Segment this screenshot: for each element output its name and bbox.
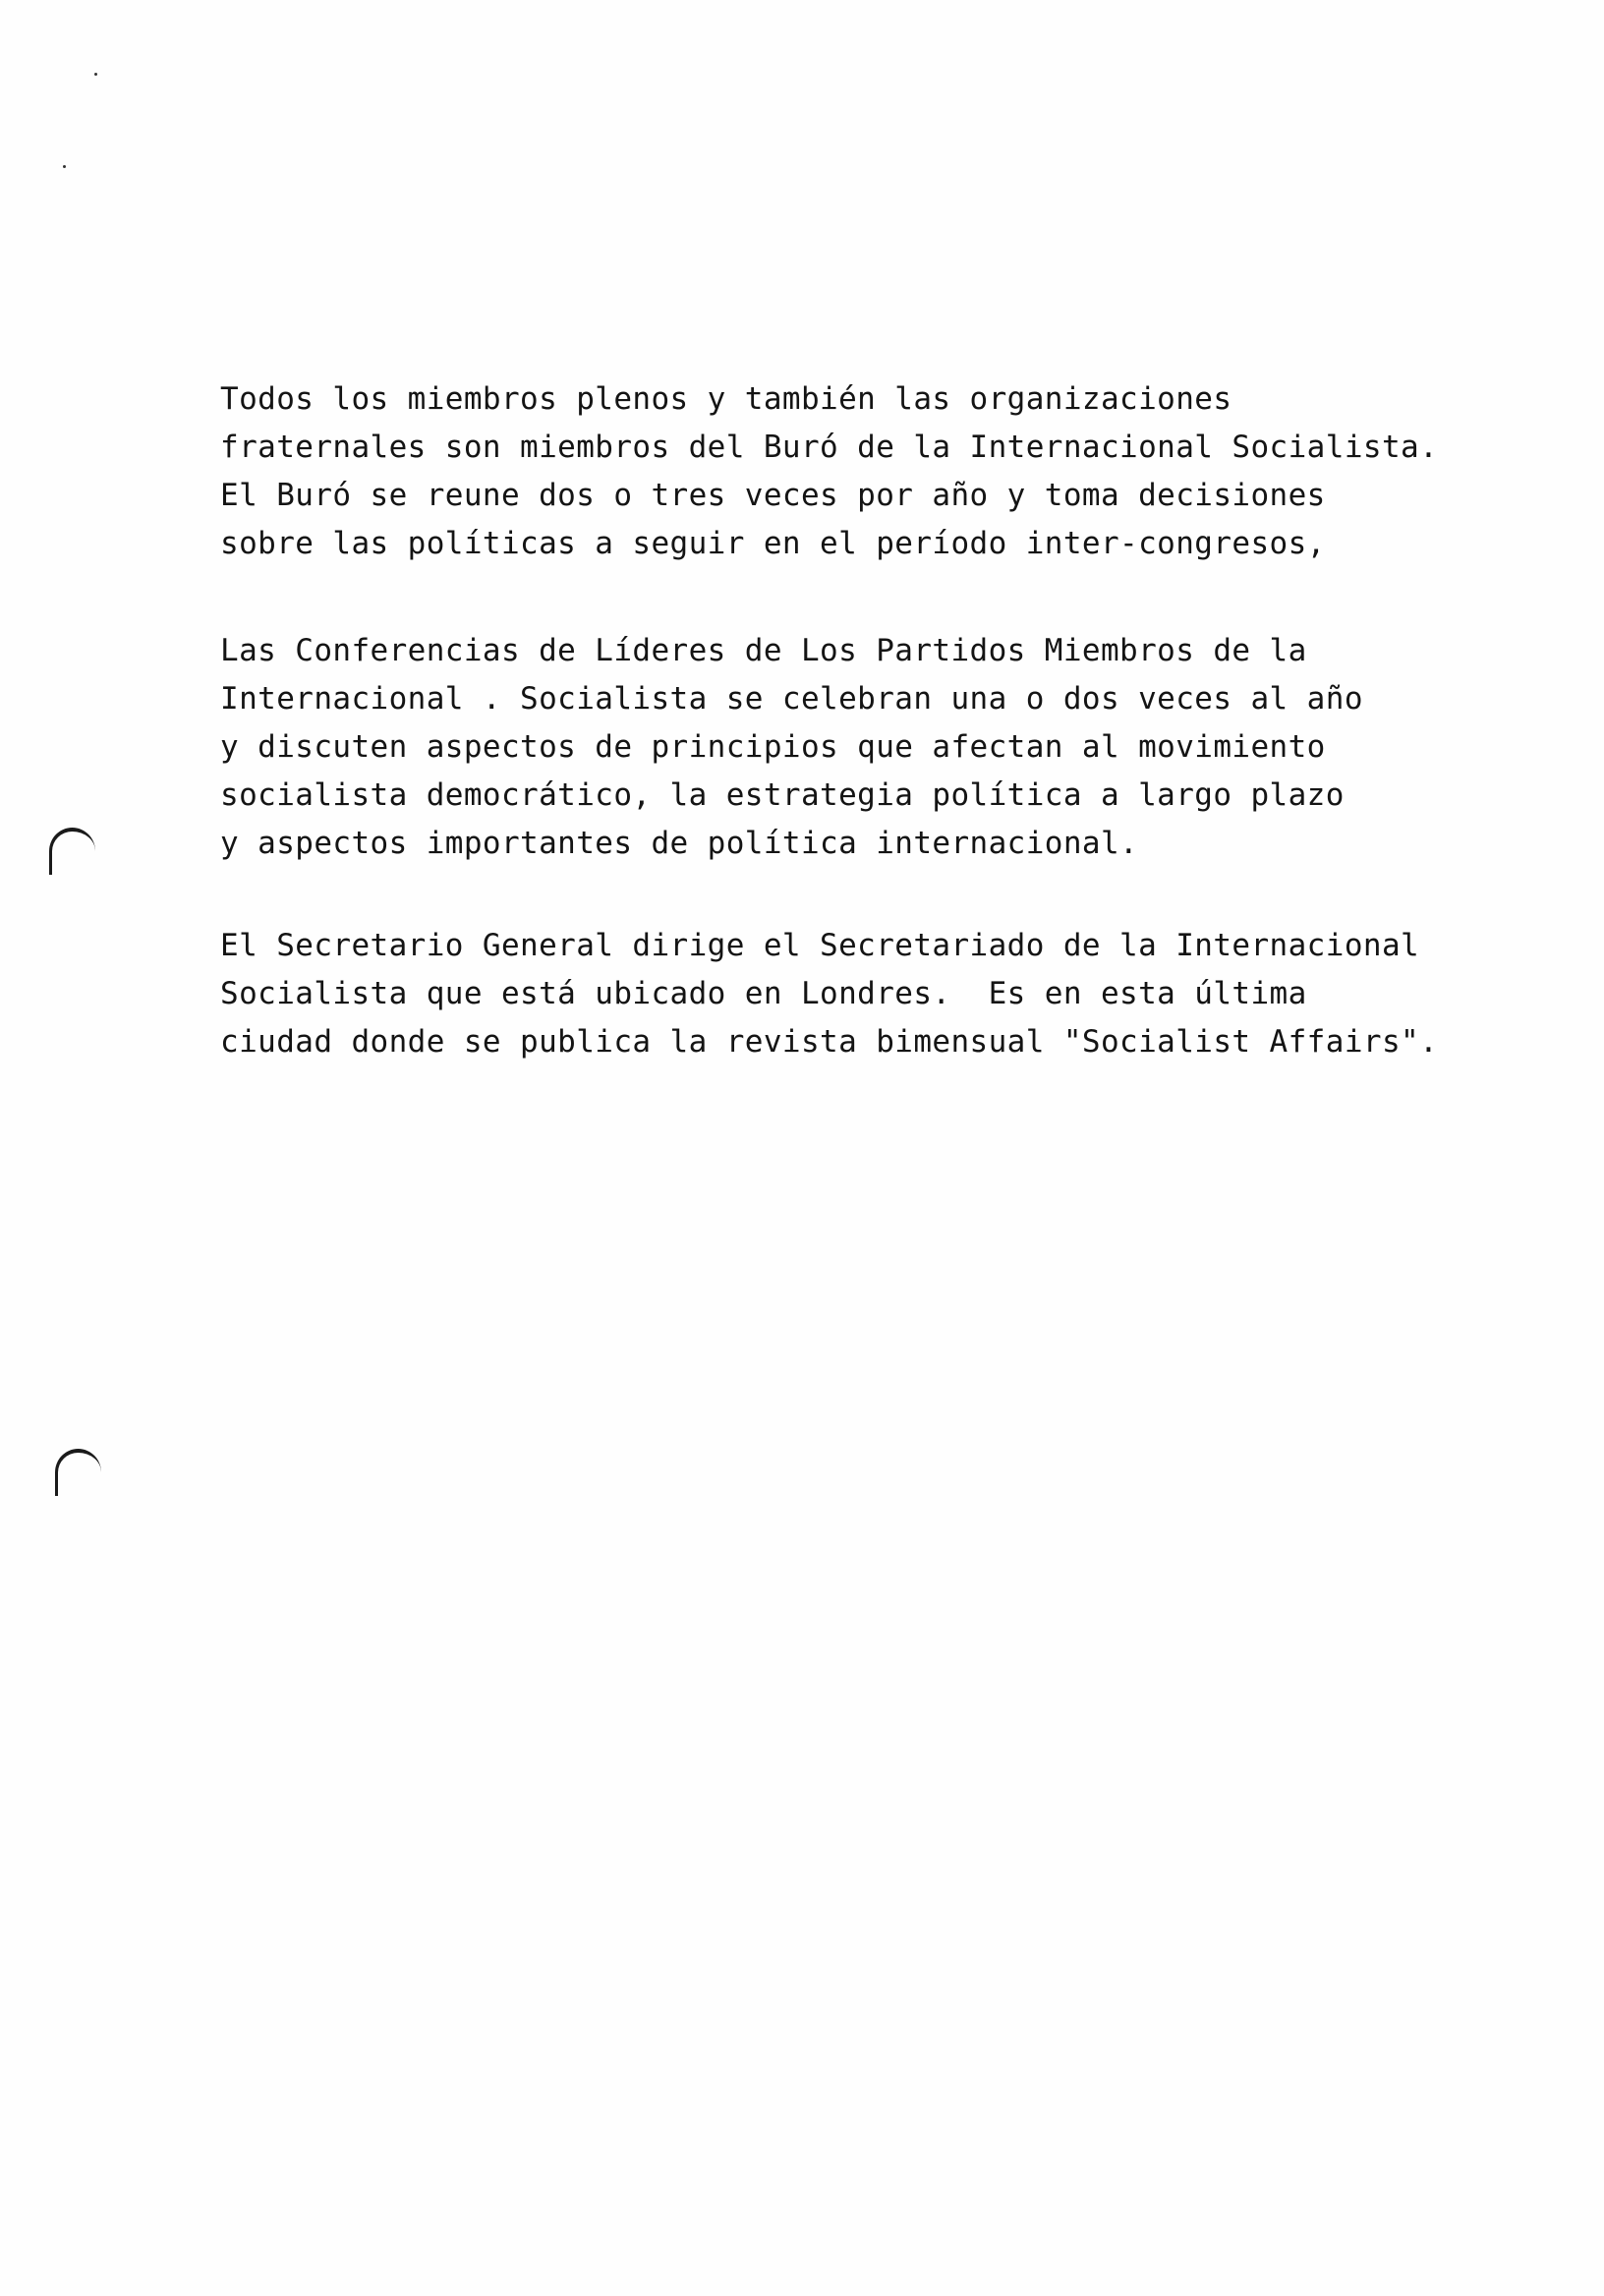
text-line: y discuten aspectos de principios que afectan al movimiento bbox=[220, 729, 1326, 765]
text-line: Internacional . Socialista se celebran una o dos veces al año bbox=[220, 681, 1363, 717]
paragraph-conferences bbox=[220, 627, 1518, 868]
punch-hole-mark bbox=[55, 1449, 101, 1496]
paragraph-secretariat bbox=[220, 922, 1518, 1066]
text-line: El Buró se reune dos o tres veces por año y toma decisiones bbox=[220, 478, 1326, 513]
text-line: Las Conferencias de Líderes de Los Partidos Miembros de la bbox=[220, 633, 1307, 668]
punch-hole-mark bbox=[49, 828, 95, 875]
text-line: Socialista que está ubicado en Londres. Es en esta última bbox=[220, 976, 1307, 1011]
text-line: fraternales son miembros del Buró de la Internacional Socialista. bbox=[220, 430, 1439, 465]
text-line: sobre las políticas a seguir en el período inter-congresos, bbox=[220, 526, 1326, 561]
text-line: y aspectos importantes de política internacional. bbox=[220, 826, 1139, 861]
scan-speck bbox=[94, 73, 97, 76]
scan-speck bbox=[63, 165, 66, 168]
text-line: socialista democrático, la estrategia política a largo plazo bbox=[220, 777, 1345, 813]
text-line: ciudad donde se publica la revista bimensual "Socialist Affairs". bbox=[220, 1024, 1439, 1060]
text-line: Todos los miembros plenos y también las organizaciones bbox=[220, 381, 1232, 417]
paragraph-bureau bbox=[220, 375, 1518, 568]
text-line: El Secretario General dirige el Secretariado de la Internacional bbox=[220, 928, 1420, 963]
